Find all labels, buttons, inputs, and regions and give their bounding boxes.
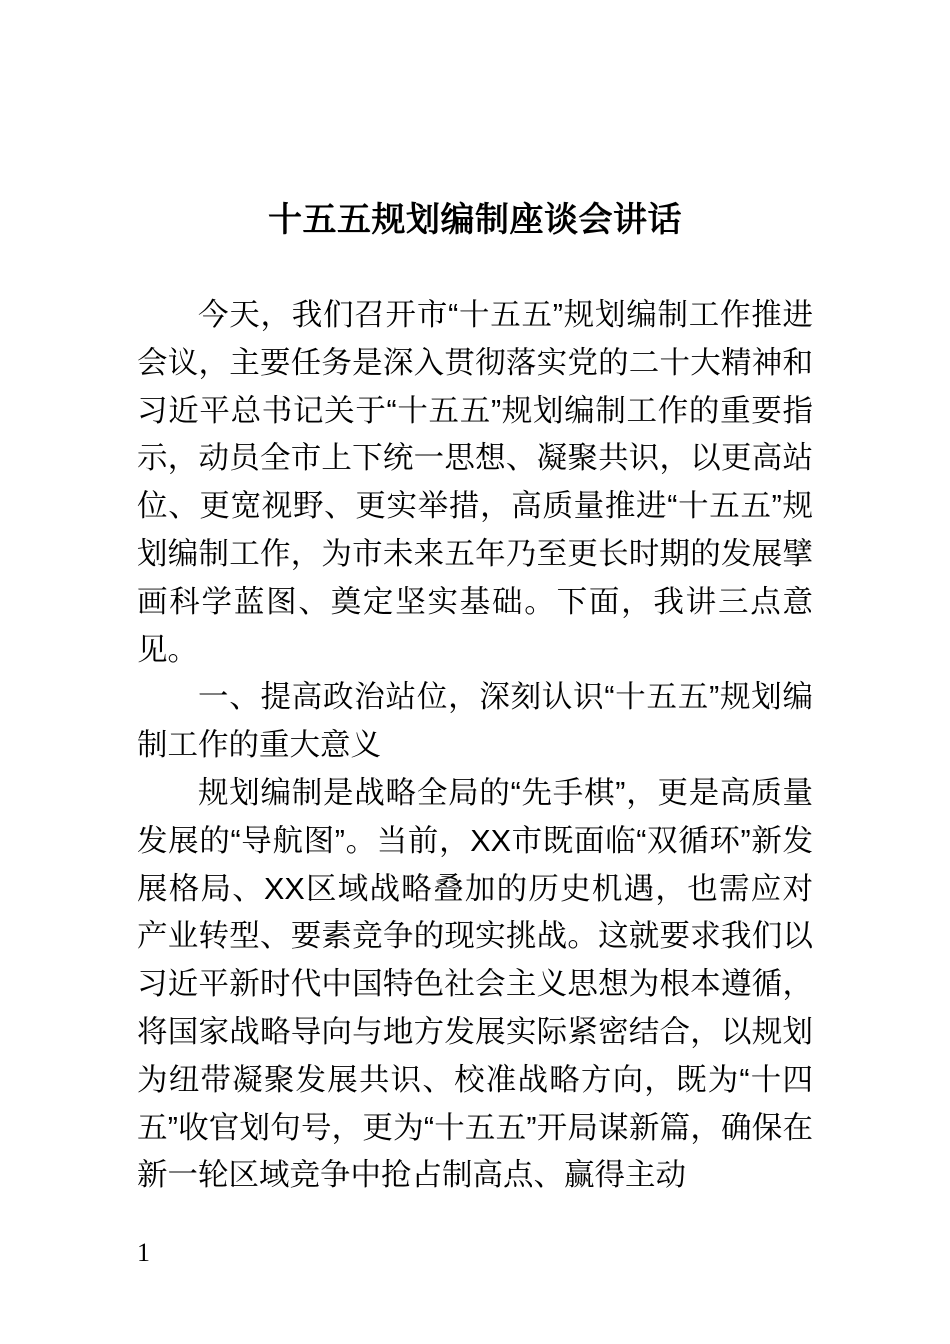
- page-number: 1: [137, 1238, 150, 1267]
- paragraph-section-one-body: 规划编制是战略全局的“先手棋”，更是高质量发展的“导航图”。当前，XX市既面临“双循环”新发展格局、XX区域战略叠加的历史机遇，也需应对产业转型、要素竞争的现实挑战。这就要求我们以习近平新时代中国特色社会主义思想为根本遵循，将国家战略导向与地方发展实际紧密结合，以规划为纽带凝聚发展共识、校准战略方向，既为“十四五”收官划句号，更为“十五五”开局谋新篇，确保在新一轮区域竞争中抢占制高点、赢得主动: [137, 775, 813, 1193]
- page-title: 十五五规划编制座谈会讲话: [268, 200, 682, 239]
- paragraph-opening: 今天，我们召开市“十五五”规划编制工作推进会议，主要任务是深入贯彻落实党的二十大精神和习近平总书记关于“十五五”规划编制工作的重要指示，动员全市上下统一思想、凝聚共识，以更高站位、更宽视野、更实举措，高质量推进“十五五”规划编制工作，为市未来五年乃至更长时期的发展擘画科学蓝图、奠定坚实基础。下面，我讲三点意见。: [137, 298, 813, 667]
- document-body: [137, 292, 813, 1200]
- section-heading-one: 一、提高政治站位，深刻认识“十五五”规划编制工作的重大意义: [137, 680, 813, 763]
